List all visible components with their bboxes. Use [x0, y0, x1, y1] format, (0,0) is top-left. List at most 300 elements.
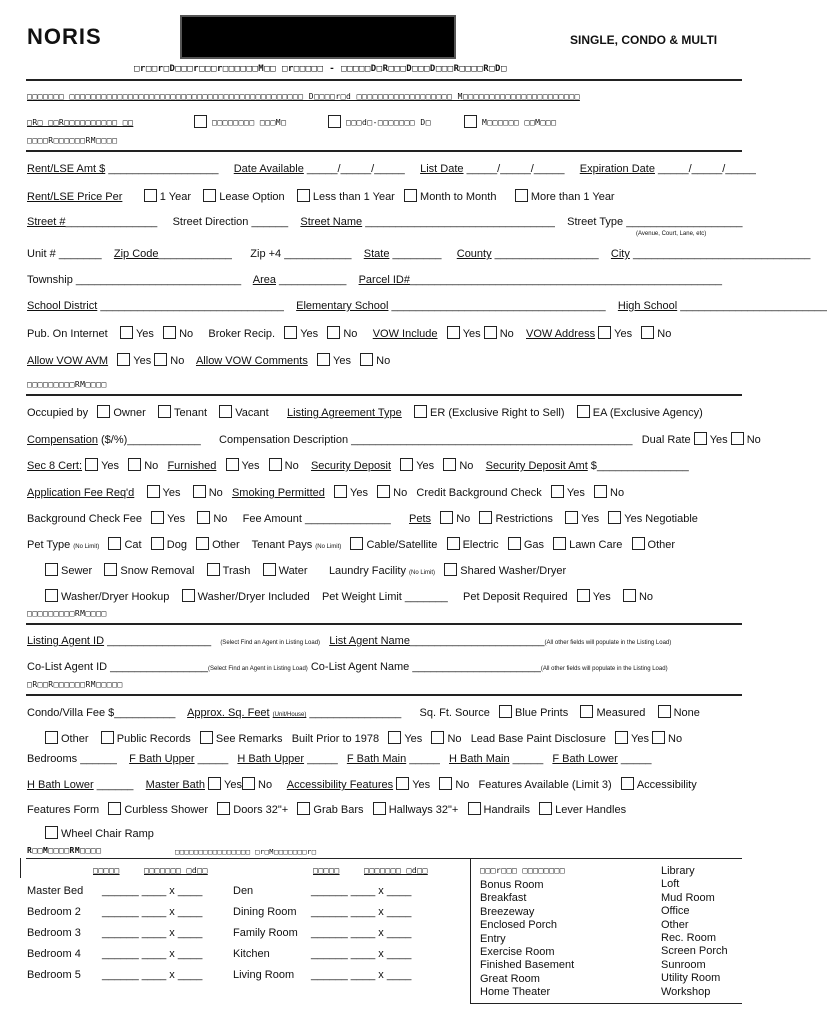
water-checkbox[interactable] — [263, 563, 276, 576]
built-prior-no-checkbox[interactable] — [431, 731, 444, 744]
built-prior-label: Built Prior to 1978 — [291, 733, 380, 745]
checkbox-month-to-month[interactable] — [404, 189, 417, 202]
street-num-label: Street # — [27, 216, 66, 228]
rooms-right-divider — [470, 858, 471, 1004]
furnished-yes-checkbox[interactable] — [226, 458, 239, 471]
dog-checkbox[interactable] — [151, 537, 164, 550]
allow-comments-label: Allow VOW Comments — [195, 355, 308, 367]
listing-agent-id-label: Listing Agent ID — [27, 635, 105, 647]
street-num-field[interactable]: _______________ — [65, 216, 158, 228]
h-bath-upper-field[interactable]: _____ — [307, 753, 338, 765]
ea-checkbox[interactable] — [577, 405, 590, 418]
grab-bars-label: Grab Bars — [313, 804, 364, 816]
sqft-other-checkbox[interactable] — [45, 731, 58, 744]
other-room-option: Breakfast — [480, 892, 527, 905]
opt-m2m-label: Month to Month — [420, 191, 497, 203]
comp-desc-field[interactable]: ______________________________________________ — [351, 434, 633, 446]
avm-no-checkbox[interactable] — [154, 353, 167, 366]
no-label: No — [447, 733, 462, 745]
app-fee-no-checkbox[interactable] — [193, 485, 206, 498]
broker-recip-no-checkbox[interactable] — [327, 326, 340, 339]
agents-section-end: □R□□R□□□□□□RM□□□□□ — [27, 680, 123, 689]
expiration-date-label: Expiration Date — [579, 163, 655, 175]
room-label: Bedroom 5 — [27, 969, 81, 981]
accessibility-checkbox[interactable] — [621, 777, 634, 790]
utility-other-checkbox[interactable] — [632, 537, 645, 550]
sewer-label: Sewer — [61, 565, 93, 577]
co-list-id-field[interactable]: ________________ — [110, 661, 209, 673]
tenant-pays-label: Tenant Pays — [251, 539, 313, 551]
yes-label: Yes — [631, 733, 649, 745]
approx-sqft-field[interactable]: _______________ — [309, 707, 402, 719]
yes-label: Yes — [709, 434, 728, 446]
h-bath-lower-field[interactable]: ______ — [96, 779, 134, 791]
row-township — [27, 274, 722, 286]
checkbox-more-1year[interactable] — [515, 189, 528, 202]
city-field[interactable]: _____________________________ — [632, 248, 811, 260]
comp-unit-label: ($/%) — [97, 434, 128, 446]
tenant-label: Tenant — [173, 407, 207, 419]
pets-no-checkbox[interactable] — [440, 511, 453, 524]
doors-checkbox[interactable] — [217, 802, 230, 815]
f-bath-upper-label: F Bath Upper — [129, 753, 195, 765]
water-label: Water — [278, 565, 308, 577]
street-name-label: Street Name — [300, 216, 363, 228]
master-bath-yes-checkbox[interactable] — [208, 777, 221, 790]
h-bath-main-field[interactable]: _____ — [512, 753, 544, 765]
other-room-option: Finished Basement — [480, 959, 575, 972]
measured-checkbox[interactable] — [580, 705, 593, 718]
pet-deposit-label: Pet Deposit Required — [463, 591, 568, 603]
tenant-checkbox[interactable] — [158, 405, 171, 418]
wheelchair-checkbox[interactable] — [45, 826, 58, 839]
credit-no-checkbox[interactable] — [594, 485, 607, 498]
pets-yes-checkbox[interactable] — [565, 511, 578, 524]
pub-internet-yes-checkbox[interactable] — [120, 326, 133, 339]
cable-label: Cable/Satellite — [366, 539, 438, 551]
room-size-field[interactable]: ______ ____ x ____ — [311, 885, 412, 897]
wd-hookup-label: Washer/Dryer Hookup — [61, 591, 170, 603]
row-pet-type — [27, 537, 675, 551]
elementary-field[interactable]: ___________________________________ — [391, 300, 606, 312]
room-size-field[interactable]: ______ ____ x ____ — [102, 885, 203, 897]
other-room-option: Utility Room — [661, 972, 721, 985]
no-label: No — [343, 328, 358, 340]
gas-checkbox[interactable] — [508, 537, 521, 550]
col-room-header: □□□□□ — [93, 866, 120, 875]
pets-label: Pets — [409, 513, 432, 525]
vow-include-label: VOW Include — [372, 328, 438, 340]
yes-label: Yes — [135, 328, 154, 340]
bg-fee-label: Background Check Fee — [27, 513, 142, 525]
pet-type-label: Pet Type — [27, 539, 71, 551]
row-compensation — [27, 432, 761, 446]
other-room-option: Other — [661, 918, 689, 931]
bg-fee-yes-checkbox[interactable] — [151, 511, 164, 524]
see-remarks-label: See Remarks — [215, 733, 283, 745]
vow-address-no-checkbox[interactable] — [641, 326, 654, 339]
sec8-no-checkbox[interactable] — [128, 458, 141, 471]
see-remarks-checkbox[interactable] — [200, 731, 213, 744]
list-agent-name-label: List Agent Name — [329, 635, 410, 647]
other-room-option: Great Room — [480, 972, 540, 985]
none-checkbox[interactable] — [658, 705, 671, 718]
parcel-field[interactable]: ___________________________________________________ — [409, 274, 722, 286]
co-list-name-label: Co-List Agent Name — [310, 661, 410, 673]
room-size-field[interactable]: ______ ____ x ____ — [102, 948, 203, 960]
curbless-checkbox[interactable] — [108, 802, 121, 815]
features-form-label: Features Form — [27, 804, 100, 816]
broker-recip-yes-checkbox[interactable] — [284, 326, 297, 339]
room-label: Master Bed — [27, 885, 84, 897]
occupied-by-label: Occupied by — [27, 407, 89, 419]
condo-fee-label: Condo/Villa Fee $ — [27, 707, 115, 719]
er-label: ER (Exclusive Right to Sell) — [430, 407, 565, 419]
dual-rate-no-checkbox[interactable] — [731, 432, 744, 445]
vacant-checkbox[interactable] — [219, 405, 232, 418]
other-room-option: Entry — [480, 932, 506, 945]
street-type-field[interactable]: ___________________ — [626, 216, 743, 228]
unit-label: Unit # — [27, 248, 56, 260]
col-size-header-2: □□□□□□□ □d□□ — [364, 866, 428, 875]
co-list-name-field[interactable]: _____________________ — [412, 661, 541, 673]
sqft-source-label: Sq. Ft. Source — [419, 707, 490, 719]
snow-checkbox[interactable] — [104, 563, 117, 576]
no-label: No — [208, 487, 223, 499]
row-app-fee — [27, 485, 624, 499]
pet-weight-field[interactable]: _______ — [404, 591, 448, 603]
school-district-field[interactable]: ______________________________ — [100, 300, 284, 312]
compensation-label: Compensation — [27, 434, 98, 446]
vacant-label: Vacant — [235, 407, 269, 419]
wheelchair-label: Wheel Chair Ramp — [61, 828, 154, 840]
blue-prints-checkbox[interactable] — [499, 705, 512, 718]
no-limit-note: (No Limit) — [73, 544, 100, 550]
gas-label: Gas — [523, 539, 544, 551]
accessibility-no-checkbox[interactable] — [439, 777, 452, 790]
no-limit-note: (No Limit) — [409, 570, 436, 576]
agreement-type-label: Listing Agreement Type — [287, 407, 402, 419]
yes-label: Yes — [241, 460, 260, 472]
comments-yes-checkbox[interactable] — [317, 353, 330, 366]
dog-label: Dog — [166, 539, 187, 551]
credit-yes-checkbox[interactable] — [551, 485, 564, 498]
blue-prints-label: Blue Prints — [515, 707, 569, 719]
f-bath-upper-field[interactable]: _____ — [197, 753, 229, 765]
other-room-option: Exercise Room — [480, 946, 555, 958]
other-rooms-header: □□□r□□□ □□□□□□□□ — [480, 866, 566, 875]
compensation-field[interactable]: ____________ — [127, 434, 201, 446]
smoking-label: Smoking Permitted — [231, 487, 325, 499]
other-room-option: Bonus Room — [480, 879, 544, 891]
room-label: Dining Room — [233, 906, 297, 918]
h-bath-upper-label: H Bath Upper — [237, 753, 305, 765]
row-unit — [27, 248, 810, 260]
zip-field[interactable]: ____________ — [158, 248, 232, 260]
row-rent — [27, 163, 756, 175]
other-room-option: Rec. Room — [661, 932, 717, 944]
wd-included-checkbox[interactable] — [182, 589, 195, 602]
sqft-unit-note: (Unit/House) — [272, 712, 307, 718]
owner-checkbox[interactable] — [97, 405, 110, 418]
col-size-header: □□□□□□□ □d□□ — [144, 866, 208, 875]
list-date-label: List Date — [420, 163, 464, 175]
broker-recip-label: Broker Recip. — [208, 328, 276, 340]
row-baths — [27, 753, 651, 765]
electric-label: Electric — [462, 539, 499, 551]
rent-amt-label: Rent/LSE Amt $ — [27, 163, 106, 175]
township-label: Township — [27, 274, 73, 286]
other-room-option: Workshop — [661, 985, 711, 998]
rooms-left-border — [20, 858, 21, 878]
handrails-checkbox[interactable] — [468, 802, 481, 815]
opt-lease-label: Lease Option — [219, 191, 285, 203]
curbless-label: Curbless Shower — [124, 804, 209, 816]
room-size-field[interactable]: ______ ____ x ____ — [102, 927, 203, 939]
comments-no-checkbox[interactable] — [360, 353, 373, 366]
smoking-yes-checkbox[interactable] — [334, 485, 347, 498]
yes-label: Yes — [350, 487, 368, 499]
brand-title: NORIS — [27, 24, 102, 49]
row-street — [27, 216, 742, 228]
no-limit-note: (No Limit) — [315, 544, 342, 550]
area-field[interactable]: ___________ — [279, 274, 347, 286]
populate-note: (All other fields will populate in the Listing Load) — [544, 640, 672, 646]
row-co-list-agent — [27, 661, 668, 673]
room-size-field[interactable]: ______ ____ x ____ — [102, 906, 203, 918]
security-deposit-yes-checkbox[interactable] — [400, 458, 413, 471]
smoking-no-checkbox[interactable] — [377, 485, 390, 498]
rent-amt-field[interactable]: __________________ — [108, 163, 219, 175]
county-field[interactable]: _________________ — [494, 248, 599, 260]
security-deposit-label: Security Deposit — [310, 460, 392, 472]
street-name-field[interactable]: _______________________________ — [365, 216, 555, 228]
opt-1year-label: 1 Year — [159, 191, 191, 203]
wd-hookup-checkbox[interactable] — [45, 589, 58, 602]
public-records-checkbox[interactable] — [101, 731, 114, 744]
room-label: Den — [233, 885, 254, 897]
room-label: Living Room — [233, 969, 295, 981]
listing-section-end: □□□□□□□□□RM□□□□ — [27, 380, 107, 389]
yes-label: Yes — [101, 460, 120, 472]
f-bath-lower-field[interactable]: _____ — [620, 753, 652, 765]
yes-label: Yes — [412, 779, 431, 791]
accessibility-yes-checkbox[interactable] — [396, 777, 409, 790]
master-bath-label: Master Bath — [145, 779, 205, 791]
dual-rate-yes-checkbox[interactable] — [694, 432, 707, 445]
listing-agent-id-field[interactable]: _________________ — [107, 635, 212, 647]
shared-wd-label: Shared Washer/Dryer — [460, 565, 567, 577]
price-per-label: Rent/LSE Price Per — [27, 191, 123, 203]
room-size-field[interactable]: ______ ____ x ____ — [311, 969, 412, 981]
electric-checkbox[interactable] — [447, 537, 460, 550]
yes-label: Yes — [133, 355, 152, 367]
master-bath-no-checkbox[interactable] — [242, 777, 255, 790]
notice-line-2c: □□□d□-□□□□□□□ D□ — [346, 118, 432, 127]
find-agent-note: (Select Find an Agent in Listing Load) — [220, 640, 321, 646]
zip4-field[interactable]: ___________ — [284, 248, 352, 260]
vow-include-yes-checkbox[interactable] — [447, 326, 460, 339]
lead-yes-checkbox[interactable] — [615, 731, 628, 744]
state-label: State — [363, 248, 390, 260]
bedrooms-field[interactable]: ______ — [80, 753, 117, 765]
yes-negotiable-checkbox[interactable] — [608, 511, 621, 524]
no-label: No — [144, 460, 159, 472]
shared-wd-checkbox[interactable] — [444, 563, 457, 576]
unit-field[interactable]: _______ — [58, 248, 102, 260]
list-date-field[interactable]: _____/_____/_____ — [466, 163, 565, 175]
cable-checkbox[interactable] — [350, 537, 363, 550]
row-schools — [27, 300, 827, 312]
state-field[interactable]: ________ — [392, 248, 442, 260]
built-prior-yes-checkbox[interactable] — [388, 731, 401, 744]
room-size-field[interactable]: ______ ____ x ____ — [311, 927, 412, 939]
checkbox-less-1year[interactable] — [297, 189, 310, 202]
checkbox-lease-option[interactable] — [203, 189, 216, 202]
date-available-field[interactable]: _____/_____/_____ — [306, 163, 405, 175]
h-bath-main-label: H Bath Main — [449, 753, 510, 765]
checkbox-1year[interactable] — [144, 189, 157, 202]
lever-label: Lever Handles — [555, 804, 627, 816]
lever-checkbox[interactable] — [539, 802, 552, 815]
f-bath-main-label: F Bath Main — [346, 753, 407, 765]
street-dir-field[interactable]: ______ — [251, 216, 289, 228]
restrictions-checkbox[interactable] — [479, 511, 492, 524]
security-deposit-amt-label: Security Deposit Amt — [485, 460, 588, 472]
elementary-label: Elementary School — [296, 300, 389, 312]
form-subtitle: □r□□r□D□□□r□□□r□□□□□□M□□ □r□□□□□ - □□□□□D□R□□□D□□□D□□□R□□□□R□D□ — [134, 64, 507, 74]
er-checkbox[interactable] — [414, 405, 427, 418]
pet-other-checkbox[interactable] — [196, 537, 209, 550]
other-room-option: Breezeway — [480, 905, 535, 918]
sec8-yes-checkbox[interactable] — [85, 458, 98, 471]
row-occupied — [27, 405, 703, 419]
pub-internet-label: Pub. On Internet — [27, 328, 108, 340]
doors-label: Doors 32"+ — [233, 804, 289, 816]
fee-amount-field[interactable]: ______________ — [305, 513, 391, 525]
vow-include-no-checkbox[interactable] — [484, 326, 497, 339]
other-label: Other — [212, 539, 240, 551]
no-label: No — [179, 328, 194, 340]
rooms-bottom-rule — [470, 1003, 742, 1004]
room-size-field[interactable]: ______ ____ x ____ — [311, 906, 412, 918]
yes-label: Yes — [416, 460, 435, 472]
rooms-header: R□□M□□□□RM□□□□ — [27, 846, 102, 855]
date-available-label: Date Available — [233, 163, 304, 175]
co-list-id-label: Co-List Agent ID — [27, 661, 108, 673]
f-bath-main-field[interactable]: _____ — [409, 753, 440, 765]
allow-avm-label: Allow VOW AVM — [27, 355, 109, 367]
other-room-option: Loft — [661, 878, 680, 891]
high-school-label: High School — [617, 300, 678, 312]
grab-bars-checkbox[interactable] — [297, 802, 310, 815]
no-label: No — [393, 487, 408, 499]
hallways-checkbox[interactable] — [373, 802, 386, 815]
high-school-field[interactable]: ________________________ — [680, 300, 827, 312]
yes-label: Yes — [333, 355, 351, 367]
row-bg-fee — [27, 511, 698, 525]
no-label: No — [657, 328, 672, 340]
bg-fee-no-checkbox[interactable] — [197, 511, 210, 524]
no-label: No — [284, 460, 299, 472]
sewer-checkbox[interactable] — [45, 563, 58, 576]
app-fee-label: Application Fee Req'd — [27, 487, 135, 499]
row-master-bath — [27, 777, 697, 791]
notice-checkbox-2[interactable] — [328, 115, 341, 128]
area-label: Area — [252, 274, 276, 286]
none-label: None — [673, 707, 700, 719]
app-fee-yes-checkbox[interactable] — [147, 485, 160, 498]
yes-label: Yes — [462, 328, 481, 340]
other-room-option: Office — [661, 905, 690, 918]
expiration-date-field[interactable]: _____/_____/_____ — [658, 163, 756, 175]
avm-yes-checkbox[interactable] — [117, 353, 130, 366]
security-deposit-amt-field[interactable]: _______________ — [596, 460, 689, 472]
lead-base-label: Lead Base Paint Disclosure — [470, 733, 606, 745]
yes-negotiable-label: Yes Negotiable — [624, 513, 698, 525]
condo-fee-field[interactable]: __________ — [114, 707, 176, 719]
sec8-label: Sec 8 Cert: — [27, 460, 83, 472]
other-room-option: Mud Room — [661, 891, 715, 904]
zip4-label: Zip +4 — [250, 248, 282, 260]
vow-address-yes-checkbox[interactable] — [598, 326, 611, 339]
opt-less-label: Less than 1 Year — [312, 191, 395, 203]
furnished-no-checkbox[interactable] — [269, 458, 282, 471]
populate-note: (All other fields will populate in the Listing Load) — [540, 666, 668, 672]
no-label: No — [170, 355, 185, 367]
other-room-option: Library — [661, 865, 695, 877]
restrictions-label: Restrictions — [495, 513, 553, 525]
ea-label: EA (Exclusive Agency) — [592, 407, 703, 419]
no-label: No — [455, 779, 470, 791]
public-records-label: Public Records — [116, 733, 191, 745]
notice-checkbox-1[interactable] — [194, 115, 207, 128]
cat-checkbox[interactable] — [108, 537, 121, 550]
pet-deposit-no-checkbox[interactable] — [623, 589, 636, 602]
no-label: No — [459, 460, 474, 472]
notice-line-2d: M□□□□□□ □□M□□□ — [482, 118, 557, 127]
yes-label: Yes — [592, 591, 611, 603]
no-label: No — [638, 591, 654, 603]
notice-checkbox-3[interactable] — [464, 115, 477, 128]
room-size-field[interactable]: ______ ____ x ____ — [311, 948, 412, 960]
list-agent-name-field[interactable]: ______________________ — [409, 635, 545, 647]
other-label: Other — [647, 539, 676, 551]
row-wheelchair — [45, 826, 154, 840]
row-price-per — [27, 189, 615, 203]
yes-label: Yes — [404, 733, 423, 745]
trash-checkbox[interactable] — [207, 563, 220, 576]
no-label: No — [213, 513, 228, 525]
lawn-label: Lawn Care — [569, 539, 623, 551]
other-room-option: Home Theater — [480, 986, 551, 999]
no-label: No — [499, 328, 514, 340]
room-size-field[interactable]: ______ ____ x ____ — [102, 969, 203, 981]
col-room-header-2: □□□□□ — [313, 866, 340, 875]
pub-internet-no-checkbox[interactable] — [163, 326, 176, 339]
room-label: Kitchen — [233, 948, 270, 960]
lawn-checkbox[interactable] — [553, 537, 566, 550]
township-field[interactable]: ___________________________ — [75, 274, 242, 286]
pet-deposit-yes-checkbox[interactable] — [577, 589, 590, 602]
zip-label: Zip Code — [113, 248, 159, 260]
lead-no-checkbox[interactable] — [652, 731, 665, 744]
security-deposit-no-checkbox[interactable] — [443, 458, 456, 471]
yes-label: Yes — [300, 328, 319, 340]
row-vow — [27, 353, 390, 367]
row-utilities — [45, 563, 566, 577]
yes-label: Yes — [614, 328, 633, 340]
